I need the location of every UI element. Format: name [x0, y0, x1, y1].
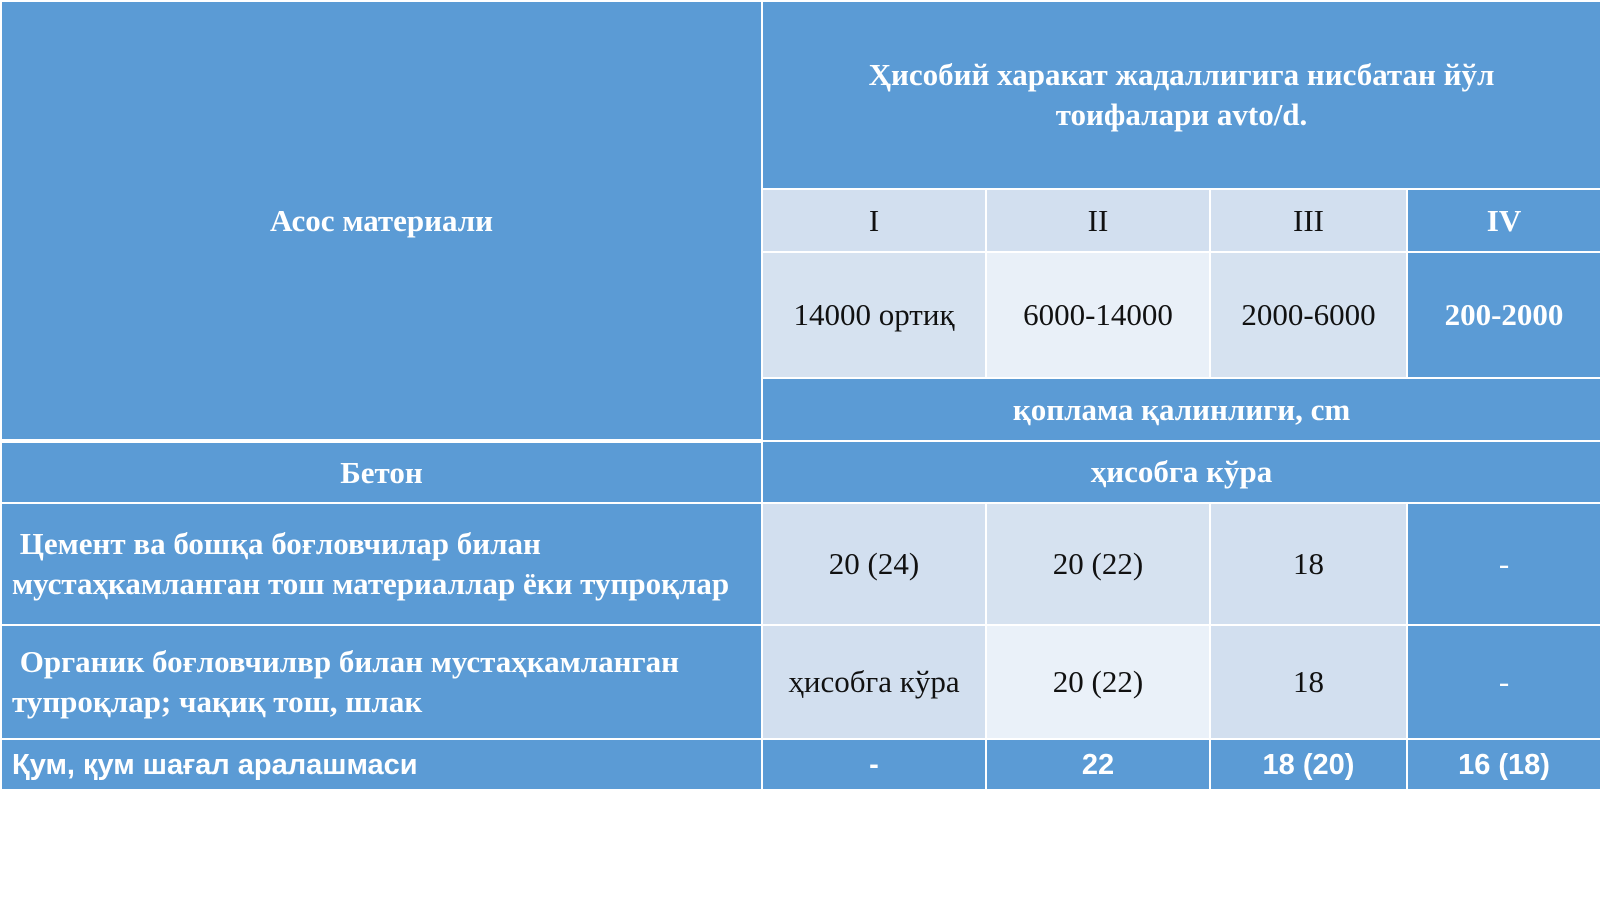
- value-cell: [1210, 739, 1407, 790]
- value: 20 (24): [828, 546, 920, 581]
- category-label: III: [1293, 202, 1324, 238]
- range-value: 2000-6000: [1241, 297, 1376, 332]
- value-cell: [1407, 625, 1600, 739]
- thickness-label-cell: [762, 378, 1600, 441]
- value-cell: [986, 503, 1210, 625]
- table-row: [1, 441, 1600, 503]
- material-label: Органик боғловчилвр билан мустаҳкамланган тупроқлар; чақиқ тош, шлак: [12, 644, 687, 719]
- value: -: [869, 748, 879, 781]
- header-row-title: [1, 1, 1600, 189]
- material-label: Бетон: [340, 454, 423, 490]
- category-label: II: [1087, 202, 1109, 238]
- range-value: 14000 ортиқ: [793, 297, 955, 332]
- material-cell: [1, 625, 762, 739]
- range-value: 6000-14000: [1023, 297, 1173, 332]
- value: -: [1498, 546, 1510, 581]
- range-value: 200-2000: [1444, 297, 1564, 332]
- table-row: [1, 739, 1600, 790]
- category-label: IV: [1486, 202, 1522, 238]
- value-cell: [762, 739, 986, 790]
- material-label: Цемент ва бошқа боғловчилар билан мустаҳкамланган тош материаллар ёки тупроқлар: [12, 526, 730, 601]
- value: 20 (22): [1052, 664, 1144, 699]
- value-cell: [1407, 739, 1600, 790]
- value: 22: [1081, 748, 1115, 781]
- range-cell-1: [762, 252, 986, 378]
- range-cell-2: [986, 252, 1210, 378]
- table-row: [1, 625, 1600, 739]
- value-cell: [986, 739, 1210, 790]
- value-cell: [762, 503, 986, 625]
- value: 18: [1293, 546, 1324, 581]
- merged-value-cell: [762, 441, 1600, 503]
- range-cell-3: [1210, 252, 1407, 378]
- material-cell: [1, 503, 762, 625]
- category-cell-4: [1407, 189, 1600, 252]
- range-cell-4: [1407, 252, 1600, 378]
- category-label: I: [868, 202, 880, 238]
- value: 20 (22): [1052, 546, 1144, 581]
- merged-value: ҳисобга кўра: [1090, 454, 1273, 489]
- category-title-cell: [762, 1, 1600, 189]
- value: 18: [1293, 664, 1324, 699]
- table-row: [1, 503, 1600, 625]
- value-cell: [1210, 503, 1407, 625]
- category-title: Ҳисобий харакат жадаллигига нисбатан йўл тоифалари avto/d.: [868, 57, 1495, 132]
- material-header-label: Асос материали: [269, 202, 494, 238]
- value: -: [1498, 664, 1510, 699]
- thickness-label: қоплама қалинлиги, cm: [1012, 391, 1351, 427]
- value-cell: [762, 625, 986, 739]
- category-cell-2: [986, 189, 1210, 252]
- category-cell-1: [762, 189, 986, 252]
- category-cell-3: [1210, 189, 1407, 252]
- value-cell: [1210, 625, 1407, 739]
- value-cell: [1407, 503, 1600, 625]
- value: 16 (18): [1458, 748, 1550, 781]
- material-label: Қум, қум шағал аралашмаси: [12, 748, 418, 781]
- material-header-cell: [1, 1, 762, 441]
- value: ҳисобга кўра: [788, 664, 960, 699]
- value: 18 (20): [1262, 748, 1355, 781]
- value-cell: [986, 625, 1210, 739]
- material-cell: [1, 739, 762, 790]
- material-cell: [1, 441, 762, 503]
